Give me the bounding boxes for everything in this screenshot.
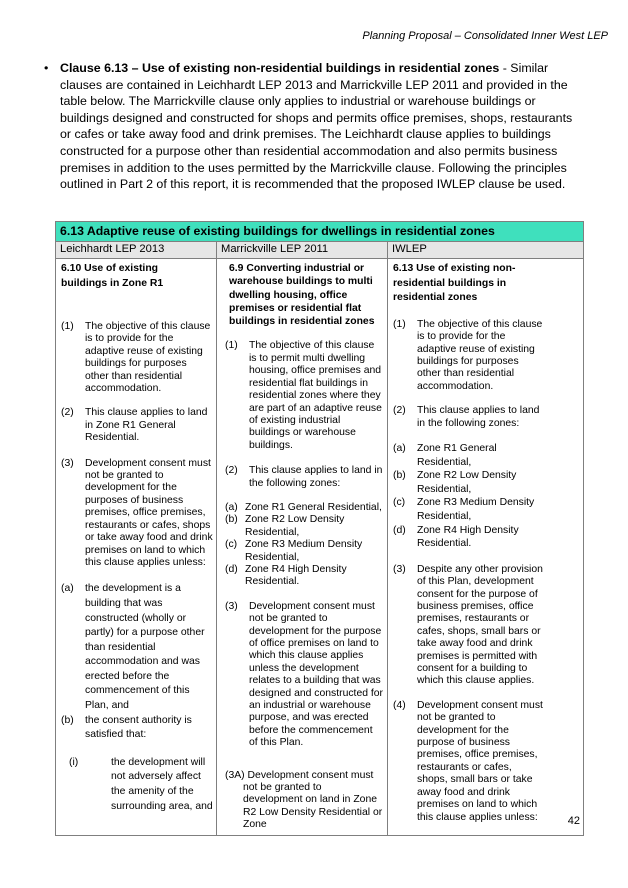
list-item xyxy=(61,321,213,395)
item-text: Zone R3 Medium Density Residential, xyxy=(245,539,363,563)
item-text: The objective of this clause is to permit multi dwelling housing, office premises and residential flat buildings in residential zones where they are part of an adaptive reuse of existing industrial buildings or warehouse buildings. xyxy=(249,340,382,451)
iwlep-cell xyxy=(388,259,584,836)
item-text: Zone R3 Medium Density Residential, xyxy=(417,497,535,522)
item-text: Development consent must not be granted to development for the purpose of business premises, office premises, restaurants or cafes, shops, small bars or take away food and drink premises on land to which this clause applies unless: xyxy=(417,699,543,823)
item-number: (4) xyxy=(393,699,406,711)
page-number: 42 xyxy=(567,815,580,827)
item-text: The objective of this clause is to provide for the adaptive reuse of existing buildings for purposes other than residential accommodation. xyxy=(417,318,543,392)
list-item xyxy=(61,582,213,713)
list-item xyxy=(225,502,383,514)
list-item xyxy=(393,564,545,688)
item-number: (a) xyxy=(225,501,238,513)
list-item xyxy=(393,524,545,551)
intro-text xyxy=(60,61,572,191)
iwlep-clause-title: 6.13 Use of existing non-residential buildings in residential zones xyxy=(393,263,516,304)
intro-bullet xyxy=(44,60,580,193)
list-item xyxy=(61,714,213,743)
item-text: the consent authority is satisfied that: xyxy=(85,714,192,741)
list-item xyxy=(393,496,545,523)
page-header: Planning Proposal – Consolidated Inner West LEP xyxy=(362,30,608,42)
marrickville-clause-title: 6.9 Converting industrial or warehouse buildings to multi dwelling housing, office premises or residential flat buildings in residential zones xyxy=(229,263,375,328)
item-text: the development will not adversely affect the amenity of the surrounding area, and xyxy=(111,756,213,812)
list-item xyxy=(225,601,383,750)
bullet-marker: • xyxy=(44,61,49,75)
item-text: the development is a building that was constructed (wholly or partly) for a purpose other than residential accommodation and was erected before the commencement of this Plan, and xyxy=(85,583,205,712)
list-item xyxy=(393,405,545,430)
item-number: (2) xyxy=(393,405,406,417)
marrickville-cell xyxy=(217,259,388,836)
item-number: (c) xyxy=(393,497,406,509)
leichhardt-cell xyxy=(56,259,217,836)
item-number: (i) xyxy=(69,756,79,768)
item-text: Zone R2 Low Density Residential, xyxy=(245,514,345,538)
item-text: Zone R2 Low Density Residential, xyxy=(417,470,517,495)
list-item xyxy=(225,340,383,452)
item-number: (3) xyxy=(393,563,406,575)
list-item xyxy=(61,458,213,570)
item-text: This clause applies to land in Zone R1 General Residential. xyxy=(85,407,208,444)
item-number: (1) xyxy=(61,321,74,332)
item-text: Development consent must not be granted to development for the purpose of office premises on land to which this clause applies unless the development relates to a building that was designed and constructed for an industrial or warehouse purpose, and was erected before the commencement of this Plan. xyxy=(249,600,384,749)
item-number: (3A) xyxy=(225,769,245,781)
item-number: (d) xyxy=(225,563,238,575)
item-text: Despite any other provision of this Plan, development consent for the purpose of business premises, office premises, restaurants or cafes, shops, small bars or take away food and drink premises is permitted with consent for a building to which this clause applies. xyxy=(417,563,543,687)
item-text: The objective of this clause is to provide for the adaptive reuse of existing buildings for purposes other than residential accommodation. xyxy=(85,321,211,395)
item-number: (a) xyxy=(61,583,74,595)
table-title: 6.13 Adaptive reuse of existing buildings for dwellings in residential zones xyxy=(56,222,584,242)
item-number: (3) xyxy=(61,457,74,469)
item-number: (a) xyxy=(393,443,406,455)
item-text: Development consent must not be granted to development on land in Zone R2 Low Density Residential or Zone xyxy=(243,769,383,831)
column-header-leichhardt: Leichhardt LEP 2013 xyxy=(56,242,217,259)
list-item xyxy=(225,539,383,564)
item-number: (3) xyxy=(225,600,238,612)
item-number: (2) xyxy=(61,407,74,419)
item-number: (1) xyxy=(225,340,238,352)
item-number: (c) xyxy=(225,539,238,551)
item-text: Zone R1 General Residential, xyxy=(245,501,382,513)
item-text: This clause applies to land in the following zones: xyxy=(249,465,383,489)
item-number: (2) xyxy=(225,465,238,477)
item-number: (b) xyxy=(225,514,238,526)
item-text: Zone R1 General Residential, xyxy=(417,443,497,468)
comparison-table xyxy=(55,221,584,836)
item-number: (b) xyxy=(61,714,74,726)
list-item xyxy=(61,756,213,814)
list-item xyxy=(393,700,545,824)
item-text: Zone R4 High Density Residential. xyxy=(417,524,519,550)
list-item xyxy=(225,770,383,832)
item-number: (d) xyxy=(393,524,406,536)
list-item xyxy=(225,514,383,539)
item-text: This clause applies to land in the following zones: xyxy=(417,405,540,429)
item-text: Zone R4 High Density Residential. xyxy=(245,563,347,588)
item-number: (1) xyxy=(393,318,406,330)
list-item xyxy=(225,465,383,490)
column-header-marrickville: Marrickville LEP 2011 xyxy=(217,242,388,259)
list-item xyxy=(61,407,213,444)
list-item xyxy=(225,564,383,589)
list-item xyxy=(393,442,545,469)
leichhardt-clause-title: 6.10 Use of existing buildings in Zone R1 xyxy=(61,263,164,289)
intro-bold-lead: Clause 6.13 – Use of existing non-residential buildings in residential zones xyxy=(60,61,500,75)
column-header-iwlep: IWLEP xyxy=(388,242,584,259)
list-item xyxy=(393,469,545,496)
list-item xyxy=(393,319,545,393)
intro-body: - Similar clauses are contained in Leichhardt LEP 2013 and Marrickville LEP 2011 and provided in the table below. The Marrickville clause only applies to industrial or warehouse buildings or buildings designed and constructed for shops and permits office premises, shops, restaurants or cafes or take away food and drink premises. The Leichhardt clause applies to buildings constructed for a purpose other than residential accommodation and also permits business premises in addition to the uses permitted by the Marrickville clause. Following the principles outlined in Part 2 of this report, it is recommended that the proposed IWLEP clause be used. xyxy=(60,61,573,192)
item-text: Development consent must not be granted to development for the purposes of business premises, office premises, restaurants or cafes, shops or take away food and drink premises on land to which this clause applies unless: xyxy=(85,457,213,568)
item-number: (b) xyxy=(393,470,406,482)
